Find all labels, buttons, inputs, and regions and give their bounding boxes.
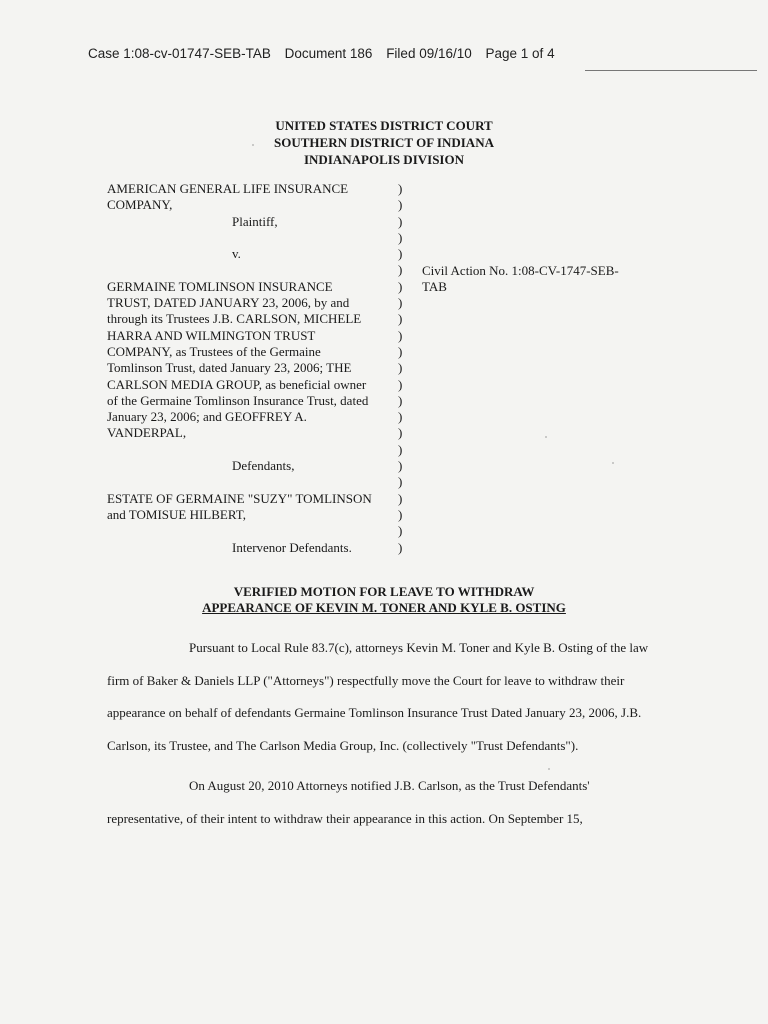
caption-line: of the Germaine Tomlinson Insurance Trust, dated bbox=[107, 392, 369, 408]
court-district: SOUTHERN DISTRICT OF INDIANA bbox=[274, 135, 494, 150]
caption-line: January 23, 2006; and GEOFFREY A. bbox=[107, 409, 307, 425]
caption-line bbox=[107, 442, 397, 458]
body-paragraph: On August 20, 2010 Attorneys notified J.B. Carlson, as the Trust Defendants' representative, of their intent to withdraw their appearance in this action. On September 15, bbox=[107, 778, 590, 826]
paren: ) bbox=[398, 213, 403, 229]
scan-speck bbox=[252, 144, 254, 146]
paren: ) bbox=[398, 246, 403, 262]
paren: ) bbox=[398, 441, 403, 457]
paren: ) bbox=[398, 311, 403, 327]
paren: ) bbox=[398, 197, 403, 213]
caption-line: through its Trustees J.B. CARLSON, MICHELE bbox=[107, 311, 362, 327]
plaintiff-label: Plaintiff, bbox=[232, 213, 278, 229]
document-number: Document 186 bbox=[284, 46, 373, 61]
intervenor-label: Intervenor Defendants. bbox=[232, 539, 352, 555]
caption-line: Tomlinson Trust, dated January 23, 2006; THE bbox=[107, 360, 352, 376]
filed-date: Filed 09/16/10 bbox=[386, 46, 472, 61]
court-name: UNITED STATES DISTRICT COURT bbox=[275, 118, 493, 133]
paren: ) bbox=[398, 295, 403, 311]
motion-title-line: APPEARANCE OF KEVIN M. TONER AND KYLE B. OSTING bbox=[202, 600, 566, 615]
versus-label: v. bbox=[232, 246, 241, 262]
scan-speck bbox=[612, 462, 614, 464]
paren: ) bbox=[398, 262, 403, 278]
civil-action-line: Civil Action No. 1:08-CV-1747-SEB- bbox=[422, 263, 619, 278]
caption-line: HARRA AND WILMINGTON TRUST bbox=[107, 327, 316, 343]
caption-line bbox=[107, 230, 397, 246]
paren: ) bbox=[398, 474, 403, 490]
caption-line: TRUST, DATED JANUARY 23, 2006, by and bbox=[107, 295, 350, 311]
paren: ) bbox=[398, 458, 403, 474]
civil-action-number bbox=[422, 263, 662, 296]
caption-line: COMPANY, bbox=[107, 197, 173, 213]
caption-line bbox=[107, 262, 397, 278]
paren: ) bbox=[398, 523, 403, 539]
court-division: INDIANAPOLIS DIVISION bbox=[303, 152, 464, 167]
case-caption bbox=[107, 181, 397, 556]
caption-line bbox=[107, 523, 397, 539]
court-heading bbox=[0, 117, 768, 168]
paren: ) bbox=[398, 392, 403, 408]
paren: ) bbox=[398, 376, 403, 392]
caption-line: and TOMISUE HILBERT, bbox=[107, 506, 246, 522]
motion-title bbox=[0, 584, 768, 616]
caption-line bbox=[107, 474, 397, 490]
paren: ) bbox=[398, 343, 403, 359]
paren: ) bbox=[398, 490, 403, 506]
paren: ) bbox=[398, 360, 403, 376]
header-rule bbox=[585, 70, 757, 71]
page-number: Page 1 of 4 bbox=[485, 46, 555, 61]
paren: ) bbox=[398, 539, 403, 555]
motion-body bbox=[107, 632, 659, 835]
caption-line: ESTATE OF GERMAINE "SUZY" TOMLINSON bbox=[107, 490, 372, 506]
scan-speck bbox=[545, 436, 547, 438]
paren: ) bbox=[398, 327, 403, 343]
body-paragraph: Pursuant to Local Rule 83.7(c), attorneys Kevin M. Toner and Kyle B. Osting of the law firm of Baker & Daniels LLP ("Attorneys") respectfully move the Court for leave to withdraw their appearance on behalf of defendants Germaine Tomlinson Insurance Trust Dated January 23, 2006, J.B. Carlson, its Trustee, and The Carlson Media Group, Inc. (collectively "Trust Defendants"). bbox=[107, 640, 649, 753]
motion-title-line: VERIFIED MOTION FOR LEAVE TO WITHDRAW bbox=[233, 584, 535, 599]
defendants-label: Defendants, bbox=[232, 458, 295, 474]
paren: ) bbox=[398, 409, 403, 425]
caption-parentheses bbox=[398, 181, 408, 556]
caption-line: COMPANY, as Trustees of the Germaine bbox=[107, 343, 321, 359]
caption-line: CARLSON MEDIA GROUP, as beneficial owner bbox=[107, 376, 367, 392]
paren: ) bbox=[398, 425, 403, 441]
paren: ) bbox=[398, 229, 403, 245]
case-number: Case 1:08-cv-01747-SEB-TAB bbox=[88, 46, 271, 61]
scan-speck bbox=[548, 768, 550, 770]
caption-line: VANDERPAL, bbox=[107, 425, 187, 441]
caption-line: AMERICAN GENERAL LIFE INSURANCE bbox=[107, 181, 349, 196]
case-header bbox=[88, 46, 565, 61]
paren: ) bbox=[398, 181, 403, 196]
civil-action-line: TAB bbox=[422, 279, 447, 295]
caption-line: GERMAINE TOMLINSON INSURANCE bbox=[107, 278, 333, 294]
paren: ) bbox=[398, 506, 403, 522]
paren: ) bbox=[398, 278, 403, 294]
